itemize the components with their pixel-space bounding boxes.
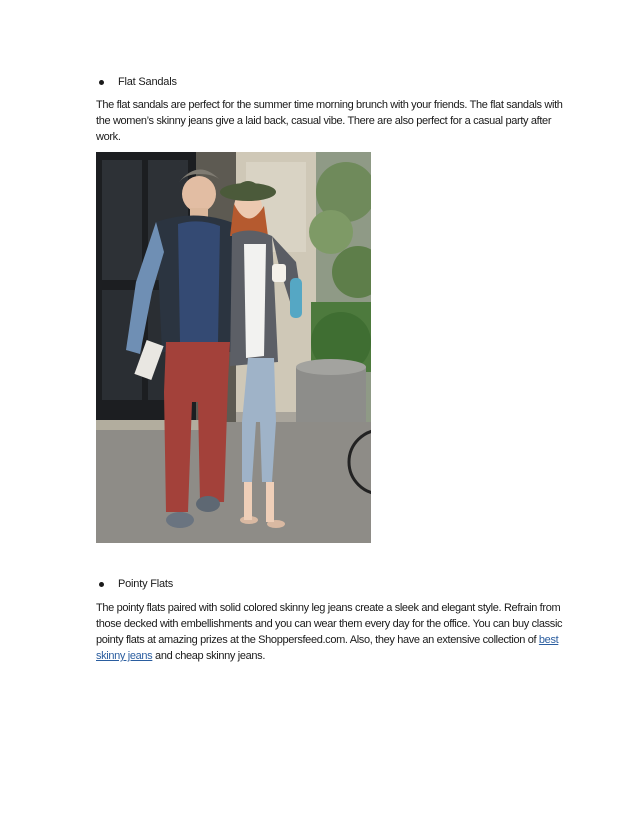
photo-couple-walking-icon xyxy=(96,152,371,543)
heading-pointy-flats: Pointy Flats xyxy=(118,578,174,590)
bullet-dot-icon xyxy=(99,582,104,587)
paragraph-flat-sandals: The flat sandals are perfect for the summer time morning brunch with your friends. The flat sandals with the women’s skinny jeans give a laid back, casual vibe. There are also perfect for a casual party after work. xyxy=(96,99,563,143)
bullet-pointy-flats xyxy=(96,577,173,591)
paragraph-pointy-flats-text: The pointy flats paired with solid colored skinny leg jeans create a sleek and elegant style. Refrain from those decked with embellishments and you can wear them every day for the office. You can buy classic pointy flats at amazing prizes at the Shoppersfeed.com. Also, they have an extensive collection of xyxy=(96,602,563,646)
paragraph-pointy-flats xyxy=(96,600,566,664)
photo-couple-walking xyxy=(96,152,371,543)
best-skinny-jeans-link[interactable]: best skinny jeans xyxy=(96,634,559,662)
bullet-dot-icon xyxy=(99,80,104,85)
paragraph-pointy-flats-tail: and cheap skinny jeans. xyxy=(152,650,266,662)
heading-flat-sandals: Flat Sandals xyxy=(118,76,177,88)
bullet-flat-sandals xyxy=(96,75,177,89)
